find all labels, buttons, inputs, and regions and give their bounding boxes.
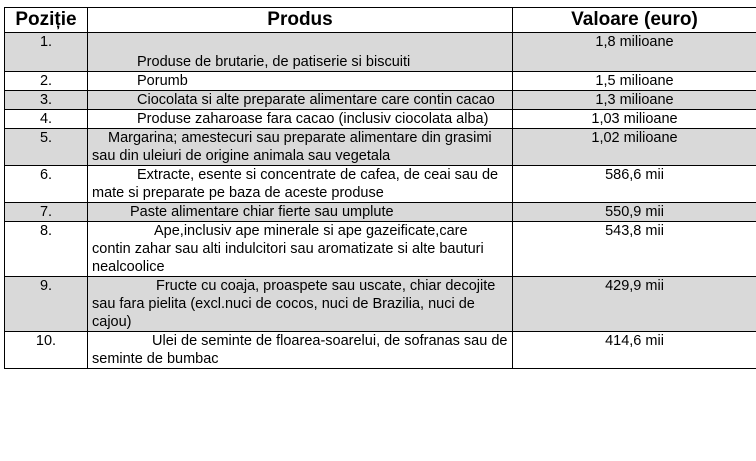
row-product: Ulei de seminte de floarea-soarelui, de sofranas sau de seminte de bumbac [88, 332, 513, 369]
table-row [5, 332, 756, 369]
header-product: Produs [88, 8, 513, 33]
row-position: 7. [5, 203, 88, 222]
products-table [4, 7, 756, 369]
row-position: 1. [5, 33, 88, 72]
row-position: 3. [5, 91, 88, 110]
table-row [5, 203, 756, 222]
row-position: 10. [5, 332, 88, 369]
row-product: Ciocolata si alte preparate alimentare care contin cacao [88, 91, 513, 110]
row-value: 1,8 milioane [513, 33, 756, 72]
row-position: 4. [5, 110, 88, 129]
row-value: 414,6 mii [513, 332, 756, 369]
header-position: Poziție [5, 8, 88, 33]
header-value: Valoare (euro) [513, 8, 756, 33]
row-position: 6. [5, 166, 88, 203]
table-row [5, 222, 756, 277]
row-value: 1,03 milioane [513, 110, 756, 129]
row-product: Produse zaharoase fara cacao (inclusiv ciocolata alba) [88, 110, 513, 129]
row-value: 543,8 mii [513, 222, 756, 277]
row-position: 9. [5, 277, 88, 332]
row-product: Paste alimentare chiar fierte sau umplute [88, 203, 513, 222]
row-product: Ape,inclusiv ape minerale si ape gazeificate,care contin zahar sau alti indulcitori sau aromatizate si alte bauturi nealcoolice [88, 222, 513, 277]
table-row [5, 91, 756, 110]
row-product: Extracte, esente si concentrate de cafea, de ceai sau de mate si preparate pe baza de aceste produse [88, 166, 513, 203]
row-value: 586,6 mii [513, 166, 756, 203]
table-row [5, 129, 756, 166]
row-value: 1,5 milioane [513, 72, 756, 91]
table-row [5, 110, 756, 129]
table-row [5, 277, 756, 332]
table-row [5, 72, 756, 91]
table-row [5, 33, 756, 72]
row-position: 5. [5, 129, 88, 166]
row-product: Fructe cu coaja, proaspete sau uscate, chiar decojite sau fara pielita (excl.nuci de cocos, nuci de Brazilia, nuci de cajou) [88, 277, 513, 332]
row-product: Margarina; amestecuri sau preparate alimentare din grasimi sau din uleiuri de origine animala sau vegetala [88, 129, 513, 166]
row-value: 429,9 mii [513, 277, 756, 332]
row-value: 550,9 mii [513, 203, 756, 222]
row-product: Produse de brutarie, de patiserie si biscuiti [88, 33, 513, 72]
row-value: 1,02 milioane [513, 129, 756, 166]
table-row [5, 166, 756, 203]
row-value: 1,3 milioane [513, 91, 756, 110]
row-product: Porumb [88, 72, 513, 91]
row-position: 2. [5, 72, 88, 91]
row-position: 8. [5, 222, 88, 277]
header-row [5, 8, 756, 33]
